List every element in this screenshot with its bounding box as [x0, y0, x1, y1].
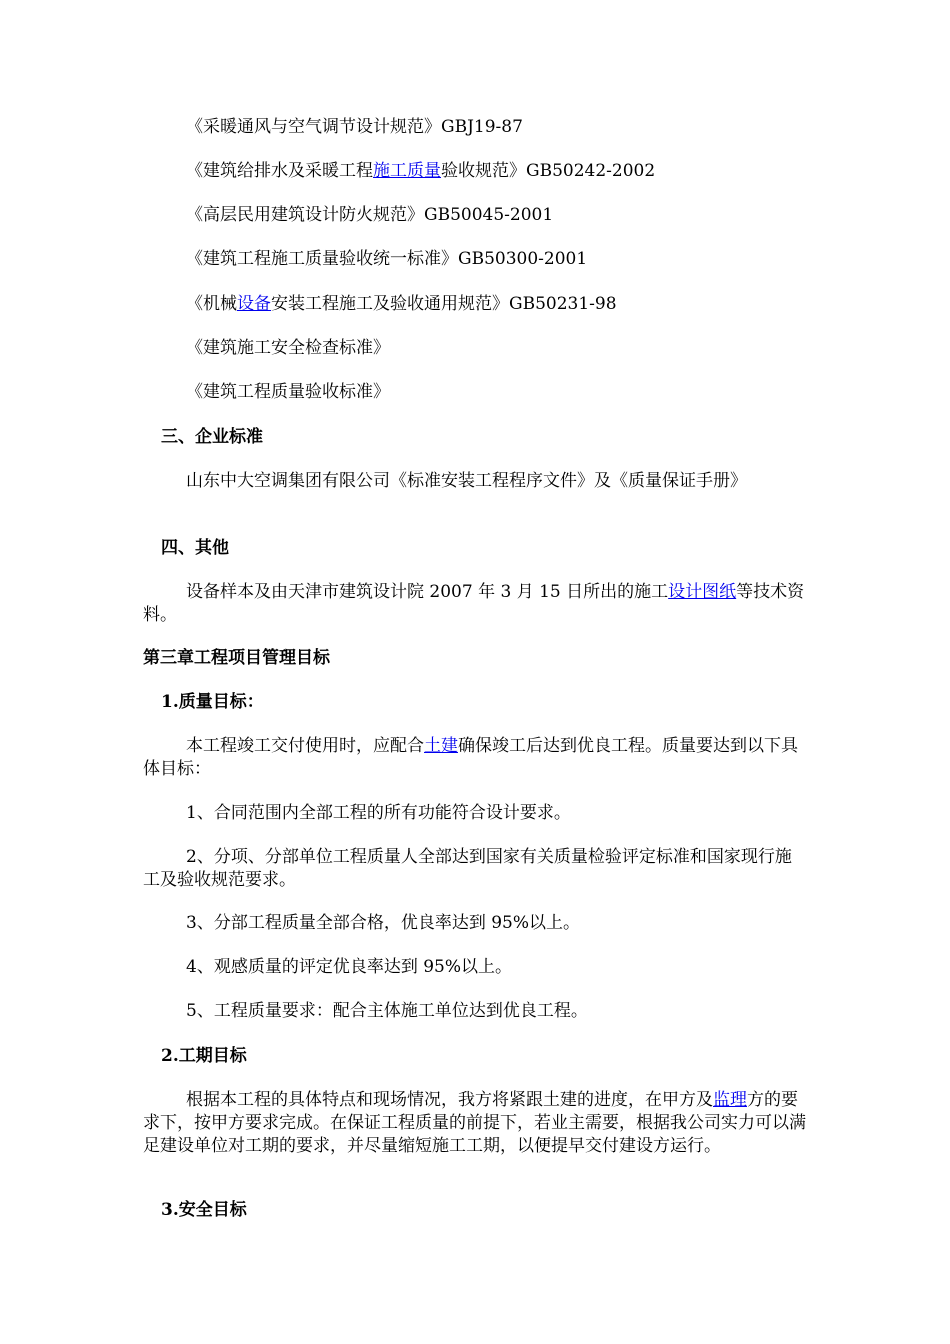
schedule-goal-text: 根据本工程的具体特点和现场情况，我方将紧跟土建的进度，在甲方及监理方的要求下，按甲方要求完成。在保证工程质量的前提下，若业主需要，根据我公司实力可以满足建设单位对工期的要求，并尽量缩短施工工期，以便提早交付建设方运行。: [143, 1090, 806, 1156]
other-text: 设备样本及由天津市建筑设计院 2007 年 3 月 15 日所出的施工设计图纸等技术资料。: [143, 582, 805, 625]
quality-item-1: 1、合同范围内全部工程的所有功能符合设计要求。: [186, 803, 571, 823]
link-design-drawings[interactable]: 设计图纸: [668, 582, 737, 602]
quality-item-3: 3、分部工程质量全部合格，优良率达到 95%以上。: [186, 913, 581, 933]
quality-item-2: 2、分项、分部单位工程质量人全部达到国家有关质量检验评定标准和国家现行施工及验收规范要求。: [143, 847, 792, 890]
ref-text: 《建筑施工安全检查标准》: [186, 338, 390, 358]
standard-ref-4: [186, 248, 808, 271]
section-heading-other: 四、其他: [161, 538, 229, 558]
ref-text: 《建筑工程质量验收标准》: [186, 382, 390, 402]
link-supervision[interactable]: 监理: [713, 1090, 747, 1110]
quality-item-5: 5、工程质量要求：配合主体施工单位达到优良工程。: [186, 1001, 588, 1021]
chapter-heading: 第三章工程项目管理目标: [143, 648, 330, 668]
standard-ref-6: [186, 337, 808, 360]
ref-text: 安装工程施工及验收通用规范》GB50231-98: [271, 294, 617, 314]
ref-text: 《高层民用建筑设计防火规范》GB50045-2001: [186, 205, 554, 225]
quality-goal-heading: 1.质量目标：: [161, 692, 264, 712]
quality-item-4: 4、观感质量的评定优良率达到 95%以上。: [186, 957, 513, 977]
ref-text: 《采暖通风与空气调节设计规范》GBJ19-87: [186, 117, 523, 137]
link-construction-quality[interactable]: 施工质量: [373, 161, 441, 181]
ref-text: 《机械: [186, 294, 237, 314]
standard-ref-7: [186, 381, 808, 404]
schedule-goal-heading: 2.工期目标: [161, 1046, 247, 1066]
link-equipment[interactable]: 设备: [237, 294, 271, 314]
standard-ref-2: [186, 160, 808, 183]
ref-text: 《建筑工程施工质量验收统一标准》GB50300-2001: [186, 249, 588, 269]
link-civil-works[interactable]: 土建: [424, 736, 458, 756]
section-heading-enterprise-standards: 三、企业标准: [161, 427, 263, 447]
ref-text: 验收规范》GB50242-2002: [441, 161, 656, 181]
ref-text: 《建筑给排水及采暖工程: [186, 161, 373, 181]
quality-goal-intro: 本工程竣工交付使用时，应配合土建确保竣工后达到优良工程。质量要达到以下具体目标：: [143, 736, 798, 779]
safety-goal-heading: 3.安全目标: [161, 1200, 247, 1220]
enterprise-standards-text: 山东中大空调集团有限公司《标准安装工程程序文件》及《质量保证手册》: [186, 471, 747, 491]
standard-ref-1: [186, 116, 808, 139]
standard-ref-5: [186, 293, 808, 316]
standard-ref-3: [186, 204, 808, 227]
